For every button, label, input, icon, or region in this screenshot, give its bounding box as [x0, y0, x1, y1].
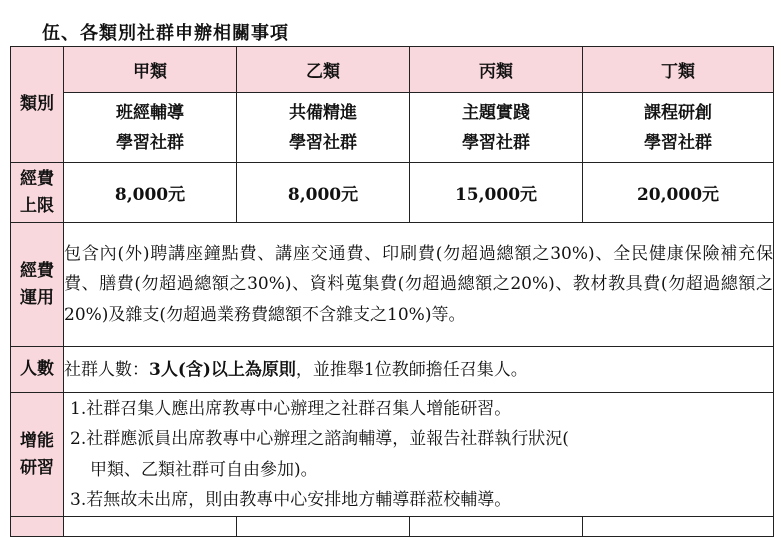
training-item: 2.社群應派員出席教專中心辦理之諮詢輔導，並報告社群執行狀況(	[70, 429, 569, 449]
next-row-cell	[410, 517, 583, 537]
category-name-d: 課程研創 學習社群	[583, 93, 774, 163]
budget-label-cell: 經費 上限	[11, 163, 64, 223]
next-row-label-cell	[11, 517, 64, 537]
training-label-cell: 增能 研習	[11, 393, 64, 517]
category-label-cell	[11, 47, 64, 163]
budget-b: 8,000元	[237, 163, 410, 223]
budget-c: 15,000元	[410, 163, 583, 223]
category-name-b: 共備精進 學習社群	[237, 93, 410, 163]
type-header-c: 丙類	[410, 47, 583, 93]
budget-d: 20,000元	[583, 163, 774, 223]
community-table	[10, 46, 774, 537]
usage-label-cell: 經費 運用	[11, 223, 64, 347]
training-item: 3.若無故未出席，則由教專中心安排地方輔導群蒞校輔導。	[70, 490, 512, 510]
section-title: 伍、各類別社群申辦相關事項	[42, 23, 289, 44]
next-row-cell	[237, 517, 410, 537]
members-label-cell: 人數	[11, 347, 64, 393]
next-row-cell	[583, 517, 774, 537]
training-item: 1.社群召集人應出席教專中心辦理之社群召集人增能研習。	[70, 398, 512, 419]
usage-text: 包含內(外)聘講座鐘點費、講座交通費、印刷費(勿超過總額之30%)、全民健康保險補充保費、膳費(勿超過總額之30%)、資料蒐集費(勿超過總額之20%)、教材教具費(勿超過總額之20%)及雜支(勿超過業務費總額不含雜支之10%)等。	[64, 223, 774, 347]
training-list	[64, 393, 774, 517]
members-text: 社群人數：3人(含)以上為原則，並推舉1位教師擔任召集人。	[64, 347, 774, 393]
type-header-b: 乙類	[237, 47, 410, 93]
category-label: 類別	[20, 94, 54, 114]
next-row-cell	[64, 517, 237, 537]
category-name-c: 主題實踐 學習社群	[410, 93, 583, 163]
category-name-a: 班經輔導 學習社群	[64, 93, 237, 163]
budget-a: 8,000元	[64, 163, 237, 223]
type-header-a: 甲類	[64, 47, 237, 93]
type-header-d: 丁類	[583, 47, 774, 93]
training-item: 甲類、乙類社群可自由參加)。	[90, 459, 318, 480]
